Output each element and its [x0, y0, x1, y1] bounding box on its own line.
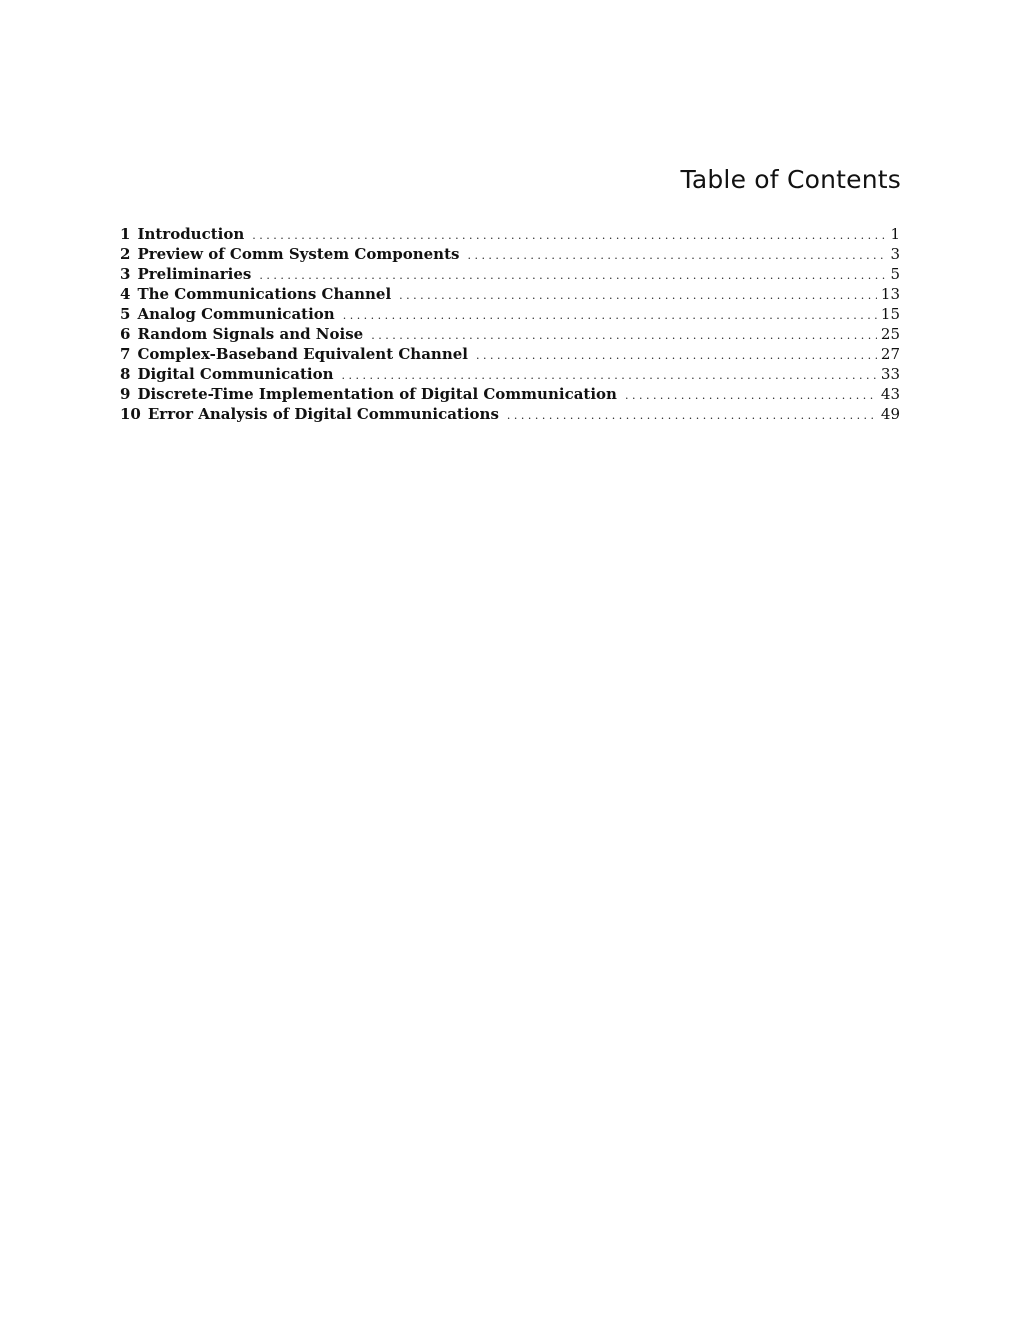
toc-entry-number: 5 — [120, 305, 131, 323]
toc-dot-leader — [371, 326, 877, 344]
toc-entry-page: 1 — [890, 225, 900, 243]
toc-entry-number: 10 — [120, 405, 141, 423]
toc-entry-number: 2 — [120, 245, 131, 263]
toc-dot-leader — [399, 286, 877, 304]
toc-entry-number: 8 — [120, 365, 131, 383]
toc-entry-label: The Communications Channel — [137, 285, 392, 303]
toc-entry-page: 43 — [880, 385, 900, 403]
toc-entry-page: 49 — [880, 405, 900, 423]
toc-entry-label: Digital Communication — [137, 365, 334, 383]
toc-entry-label: Introduction — [137, 225, 245, 243]
toc-entry-number: 3 — [120, 265, 131, 283]
toc-entry-page: 3 — [890, 245, 900, 263]
toc-entry-label: Error Analysis of Digital Communications — [147, 405, 499, 423]
toc-entry-number: 6 — [120, 325, 131, 343]
toc-entry-number: 9 — [120, 385, 131, 403]
toc-entry[interactable] — [120, 224, 900, 244]
toc-entry-label: Complex-Baseband Equivalent Channel — [137, 345, 468, 363]
toc-entry-number: 1 — [120, 225, 131, 243]
toc-entry-page: 27 — [880, 345, 900, 363]
toc-entry[interactable] — [120, 264, 900, 284]
toc-title: Table of Contents — [680, 165, 901, 194]
toc-dot-leader — [343, 306, 877, 324]
toc-entry-page: 33 — [880, 365, 900, 383]
toc-entry[interactable] — [120, 364, 900, 384]
toc-entry-label: Discrete-Time Implementation of Digital Communication — [137, 385, 617, 403]
toc-entry[interactable] — [120, 324, 900, 344]
toc-entry[interactable] — [120, 244, 900, 264]
toc-dot-leader — [259, 266, 886, 284]
toc-dot-leader — [625, 386, 877, 404]
toc-entry[interactable] — [120, 344, 900, 364]
toc-entry-label: Preliminaries — [137, 265, 252, 283]
toc-dot-leader — [507, 406, 877, 424]
toc-entry[interactable] — [120, 404, 900, 424]
toc-entry-number: 7 — [120, 345, 131, 363]
toc-entry-label: Preview of Comm System Components — [137, 245, 460, 263]
toc-entry[interactable] — [120, 304, 900, 324]
toc-entry-page: 25 — [880, 325, 900, 343]
toc-list — [120, 224, 900, 424]
toc-dot-leader — [467, 246, 886, 264]
toc-entry-label: Random Signals and Noise — [137, 325, 364, 343]
toc-dot-leader — [252, 226, 886, 244]
toc-entry-label: Analog Communication — [137, 305, 335, 323]
toc-entry-number: 4 — [120, 285, 131, 303]
toc-entry[interactable] — [120, 384, 900, 404]
toc-entry-page: 13 — [880, 285, 900, 303]
toc-entry-page: 5 — [890, 265, 900, 283]
toc-dot-leader — [342, 366, 877, 384]
toc-entry-page: 15 — [880, 305, 900, 323]
toc-dot-leader — [476, 346, 877, 364]
toc-entry[interactable] — [120, 284, 900, 304]
